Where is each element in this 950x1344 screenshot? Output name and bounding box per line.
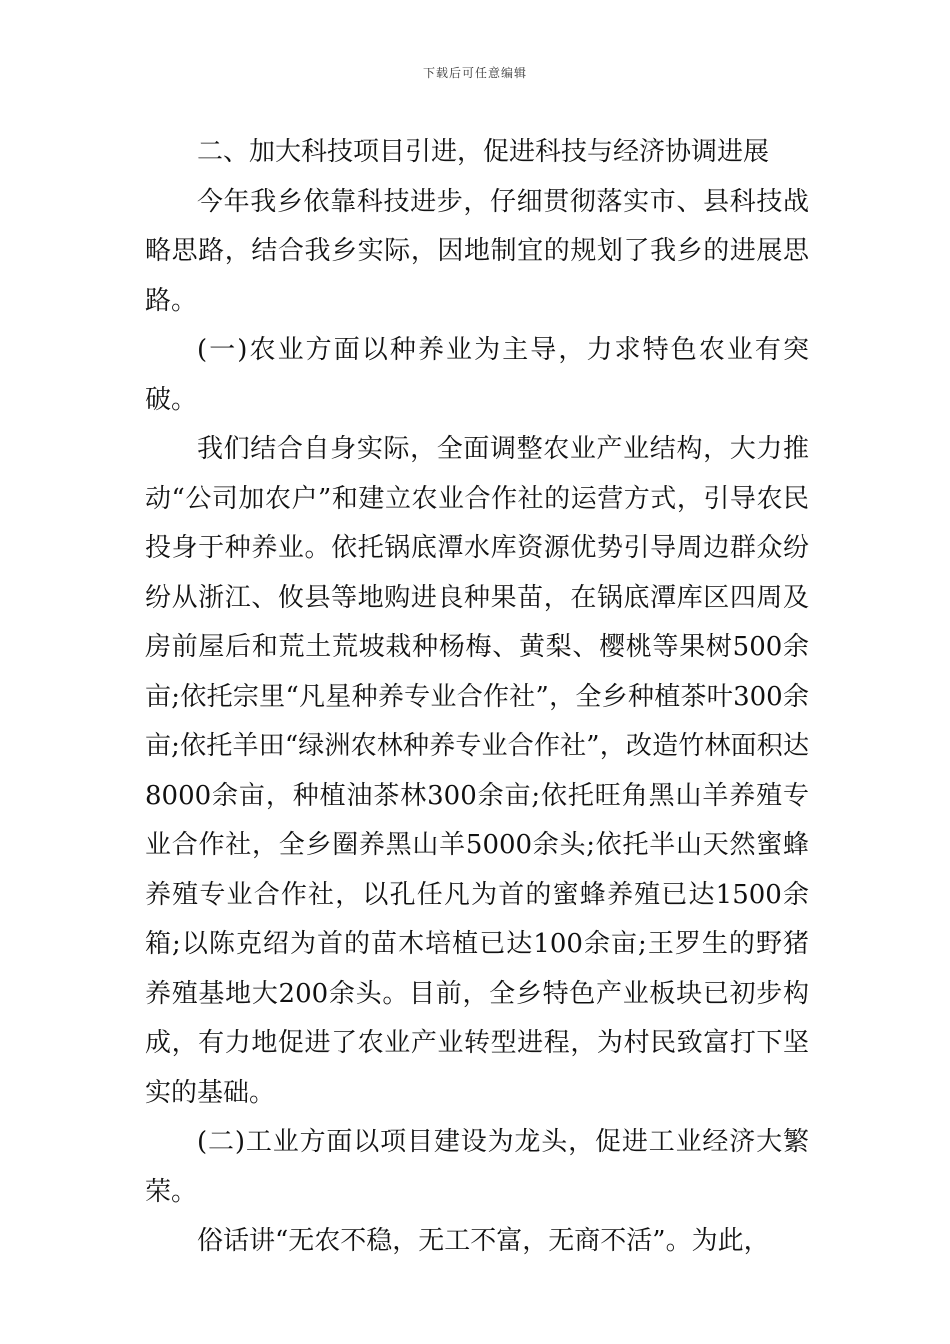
body-paragraph: 俗话讲“无农不稳，无工不富，无商不活”。为此， — [197, 1226, 770, 1256]
section-heading: 二、加大科技项目引进，促进科技与经济协调进展 — [197, 137, 770, 167]
body-paragraph: 今年我乡依靠科技进步，仔细贯彻落实市、县科技战略思路，结合我乡实际，因地制宜的规划了我乡的进展思路。 — [145, 186, 809, 316]
body-paragraph: 我们结合自身实际，全面调整农业产业结构，大力推动“公司加农户”和建立农业合作社的运营方式，引导农民投身于种养业。依托锅底潭水库资源优势引导周边群众纷纷从浙江、攸县等地购进良种果苗，在锅底潭库区四周及房前屋后和荒土荒坡栽种杨梅、黄梨、樱桃等果树500余亩;依托宗里“凡星种养专业合作社”，全乡种植茶叶300余亩;依托羊田“绿洲农林种养专业合作社”，改造竹林面积达8000余亩，种植油茶林300余亩;依托旺角黑山羊养殖专业合作社，全乡圈养黑山羊5000余头;依托半山天然蜜蜂养殖专业合作社，以孔任凡为首的蜜蜂养殖已达1500余箱;以陈克绍为首的苗木培植已达100余亩;王罗生的野猪养殖基地大200余头。目前，全乡特色产业板块已初步构成，有力地促进了农业产业转型进程，为村民致富打下坚实的基础。 — [145, 434, 809, 1108]
document-body — [145, 128, 809, 1267]
page-header-note: 下载后可任意编辑 — [422, 66, 527, 80]
subsection-heading-industry: (二)工业方面以项目建设为龙头，促进工业经济大繁荣。 — [145, 1127, 809, 1207]
subsection-heading-agriculture: (一)农业方面以种养业为主导，力求特色农业有突破。 — [145, 335, 809, 415]
